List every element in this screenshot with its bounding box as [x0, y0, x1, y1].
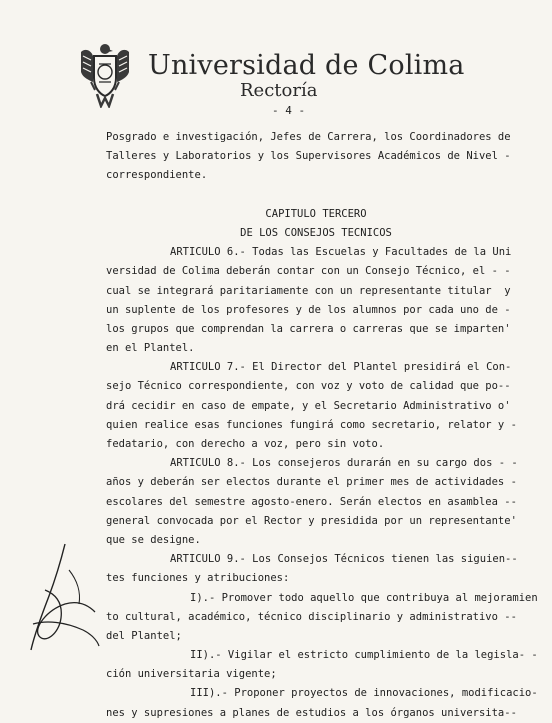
text-line: versidad de Colima deberán contar con un Consejo Técnico, el - -	[106, 265, 511, 278]
text-line: sejo Técnico correspondiente, con voz y voto de calidad que po--	[106, 380, 511, 393]
text-line: del Plantel;	[106, 629, 182, 642]
text-line: ARTICULO 8.- Los consejeros durarán en su cargo dos - -	[170, 457, 518, 470]
document-body	[106, 128, 538, 723]
text-line: ARTICULO 7.- El Director del Plantel presidirá el Con-	[170, 361, 512, 374]
text-line: tes funciones y atribuciones:	[106, 572, 290, 585]
text-line: general convocada por el Rector y presidida por un representante'	[106, 514, 517, 527]
text-line: II).- Vigilar el estricto cumplimiento de la legisla- -	[190, 649, 538, 662]
text-line: III).- Proponer proyectos de innovaciones, modificacio-	[190, 687, 538, 700]
text-line: ARTICULO 6.- Todas las Escuelas y Facultades de la Uni	[170, 246, 512, 259]
text-line: en el Plantel.	[106, 342, 195, 355]
text-line: cual se integrará paritariamente con un representante titular y	[106, 284, 511, 297]
text-line: correspondiente.	[106, 169, 208, 182]
text-line: quien realice esas funciones fungirá como secretario, relator y -	[106, 418, 517, 431]
page-number: - 4 -	[272, 104, 306, 117]
text-line: to cultural, académico, técnico disciplinario y administrativo --	[106, 610, 517, 623]
text-line: ARTICULO 9.- Los Consejos Técnicos tienen las siguien--	[170, 553, 518, 566]
chapter-heading-line: CAPITULO TERCERO	[265, 207, 367, 220]
text-line: nes y supresiones a planes de estudios a los órganos universita--	[106, 706, 517, 719]
handwritten-signature	[25, 540, 105, 660]
text-line: ción universitaria vigente;	[106, 668, 277, 681]
chapter-heading-line: DE LOS CONSEJOS TECNICOS	[240, 226, 392, 239]
letterhead	[0, 0, 552, 120]
text-line	[106, 186, 526, 205]
text-line: fedatario, con derecho a voz, pero sin voto.	[106, 438, 385, 450]
text-line: que se designe.	[106, 533, 201, 546]
text-line: Posgrado e investigación, Jefes de Carrera, los Coordinadores de	[106, 131, 511, 143]
text-line: escolares del semestre agosto-enero. Serán electos en asamblea --	[106, 495, 517, 508]
university-seal-icon	[77, 42, 133, 108]
text-line: un suplente de los profesores y de los alumnos por cada uno de -	[106, 303, 511, 316]
university-name: Universidad de Colima	[148, 50, 465, 81]
text-line: Talleres y Laboratorios y los Supervisores Académicos de Nivel -	[106, 150, 511, 163]
office-name: Rectoría	[240, 80, 318, 101]
text-line: años y deberán ser electos durante el primer mes de actividades -	[106, 476, 517, 489]
text-line: los grupos que comprendan la carrera o carreras que se imparten'	[106, 322, 511, 335]
text-line: drá cecidir en caso de empate, y el Secretario Administrativo o'	[106, 399, 511, 412]
text-line: I).- Promover todo aquello que contribuya al mejoramien	[190, 591, 538, 604]
